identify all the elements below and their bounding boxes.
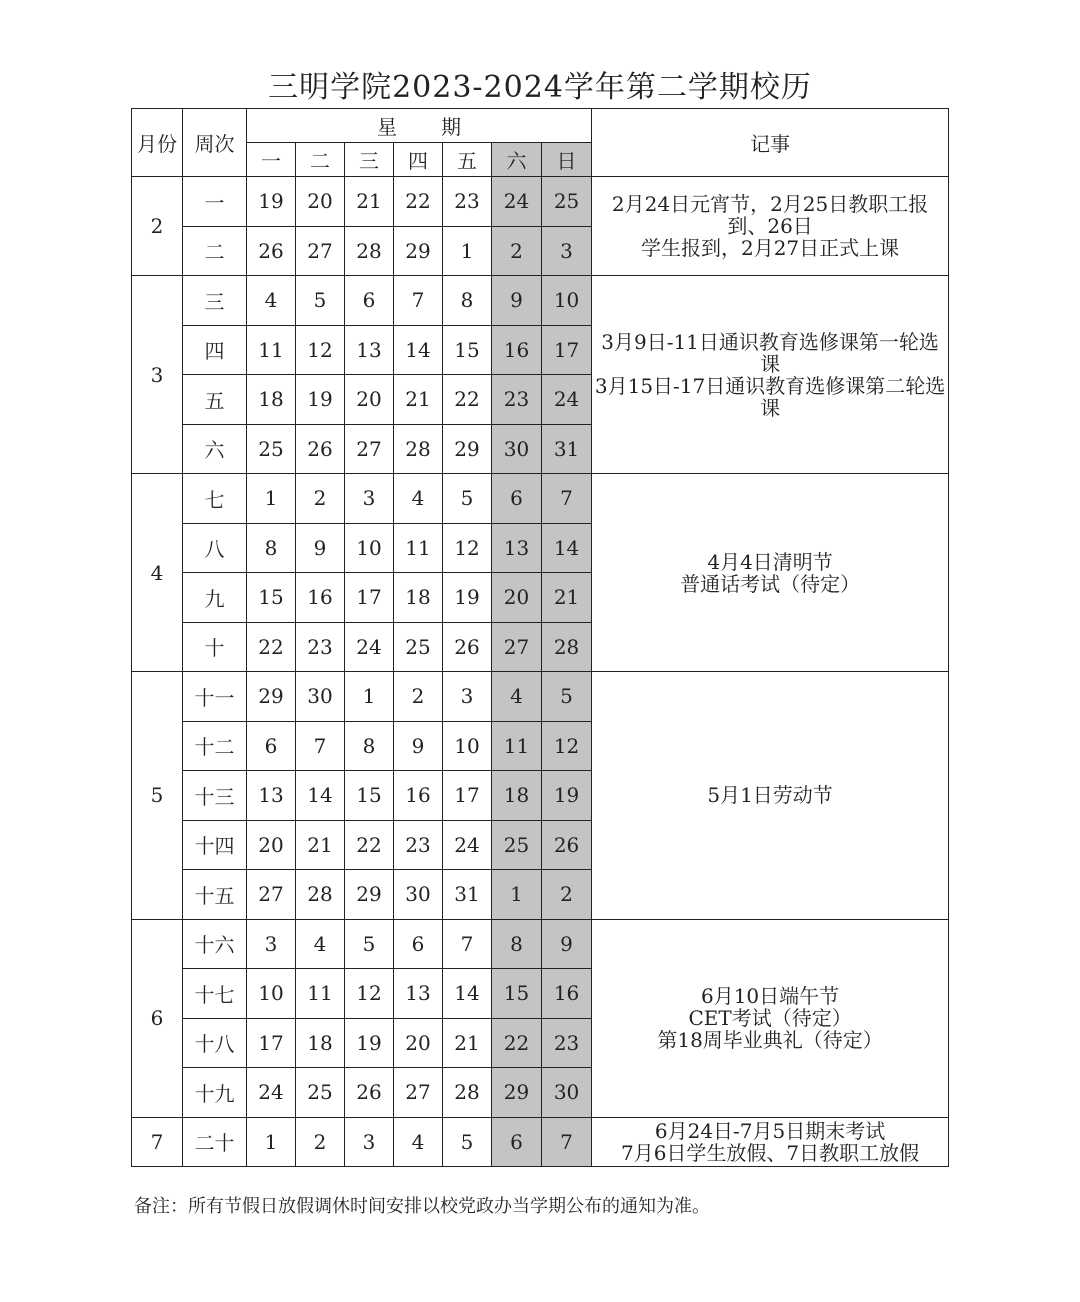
date-cell: 28 [443, 1068, 492, 1118]
date-cell: 31 [443, 870, 492, 920]
date-cell: 10 [247, 969, 296, 1019]
date-cell: 1 [247, 474, 296, 524]
weekday-header: 四 [394, 143, 443, 177]
note-line: 4月4日清明节 [707, 549, 833, 574]
weekend-date-cell: 26 [542, 820, 592, 870]
date-cell: 14 [296, 771, 345, 821]
note-line: 6月24日-7月5日期末考试 [654, 1118, 886, 1143]
date-cell: 2 [394, 672, 443, 722]
date-cell: 2 [296, 474, 345, 524]
weekend-date-cell: 5 [542, 672, 592, 722]
week-number-cell: 十二 [183, 721, 247, 771]
note-line: 第18周毕业典礼（待定） [657, 1028, 883, 1052]
date-cell: 22 [443, 375, 492, 425]
week-header: 周次 [183, 109, 247, 177]
weekend-date-cell: 16 [492, 325, 542, 375]
date-cell: 24 [247, 1068, 296, 1118]
date-cell: 17 [247, 1018, 296, 1068]
date-cell: 27 [394, 1068, 443, 1118]
date-cell: 18 [247, 375, 296, 425]
date-cell: 9 [394, 721, 443, 771]
week-row [132, 177, 949, 227]
weekday-header: 二 [296, 143, 345, 177]
date-cell: 10 [345, 523, 394, 573]
date-cell: 24 [345, 622, 394, 672]
footnote: 备注：所有节假日放假调休时间安排以校党政办当学期公布的通知为准。 [134, 1196, 710, 1217]
notes-cell [592, 177, 949, 276]
week-row [132, 672, 949, 722]
weekend-date-cell: 4 [492, 672, 542, 722]
date-cell: 7 [394, 276, 443, 326]
weekday-header: 一 [247, 143, 296, 177]
weekend-date-cell: 2 [492, 226, 542, 276]
weekend-date-cell: 24 [542, 375, 592, 425]
weekend-date-cell: 25 [492, 820, 542, 870]
date-cell: 15 [345, 771, 394, 821]
date-cell: 15 [443, 325, 492, 375]
date-cell: 8 [345, 721, 394, 771]
date-cell: 19 [345, 1018, 394, 1068]
weekend-date-cell: 3 [542, 226, 592, 276]
date-cell: 13 [394, 969, 443, 1019]
date-cell: 6 [345, 276, 394, 326]
weekend-date-cell: 13 [492, 523, 542, 573]
week-number-cell: 十三 [183, 771, 247, 821]
weekend-date-cell: 24 [492, 177, 542, 227]
date-cell: 1 [443, 226, 492, 276]
date-cell: 28 [345, 226, 394, 276]
date-cell: 30 [296, 672, 345, 722]
note-line: 6月10日端午节 [700, 984, 840, 1008]
date-cell: 8 [247, 523, 296, 573]
notes-cell [592, 474, 949, 672]
date-cell: 20 [394, 1018, 443, 1068]
week-number-cell: 一 [183, 177, 247, 227]
weekend-date-cell: 23 [542, 1018, 592, 1068]
weekend-date-cell: 29 [492, 1068, 542, 1118]
notes-cell [592, 672, 949, 920]
page-title: 三明学院2023-2024学年第二学期校历 [268, 70, 812, 105]
week-number-cell: 五 [183, 375, 247, 425]
weekend-date-cell: 11 [492, 721, 542, 771]
month-header: 月份 [132, 109, 183, 177]
date-cell: 19 [296, 375, 345, 425]
date-cell: 14 [394, 325, 443, 375]
weekend-date-cell: 27 [492, 622, 542, 672]
date-cell: 13 [247, 771, 296, 821]
note-line: 5月1日劳动节 [707, 783, 833, 808]
date-cell: 25 [394, 622, 443, 672]
date-cell: 19 [247, 177, 296, 227]
date-cell: 26 [247, 226, 296, 276]
date-cell: 5 [443, 474, 492, 524]
weekend-date-cell: 1 [492, 870, 542, 920]
weekend-date-cell: 30 [492, 424, 542, 474]
date-cell: 3 [345, 474, 394, 524]
date-cell: 3 [247, 919, 296, 969]
date-cell: 29 [394, 226, 443, 276]
weekend-date-cell: 14 [542, 523, 592, 573]
note-line: 3月15日-17日通识教育选修课第二轮选课 [594, 373, 946, 420]
date-cell: 3 [443, 672, 492, 722]
weekend-date-cell: 6 [492, 474, 542, 524]
note-line: 普通话考试（待定） [680, 571, 861, 596]
note-line: 3月9日-11日通识教育选修课第一轮选课 [601, 329, 939, 376]
week-number-cell: 十九 [183, 1068, 247, 1118]
week-number-cell: 六 [183, 424, 247, 474]
date-cell: 7 [443, 919, 492, 969]
week-number-cell: 九 [183, 573, 247, 623]
date-cell: 3 [345, 1117, 394, 1167]
weekend-date-cell: 23 [492, 375, 542, 425]
date-cell: 29 [443, 424, 492, 474]
weekend-date-cell: 10 [542, 276, 592, 326]
date-cell: 24 [443, 820, 492, 870]
date-cell: 28 [394, 424, 443, 474]
date-cell: 18 [394, 573, 443, 623]
weekday-header: 日 [542, 143, 592, 177]
month-cell: 6 [132, 919, 183, 1117]
weekend-date-cell: 17 [542, 325, 592, 375]
date-cell: 26 [345, 1068, 394, 1118]
date-cell: 20 [345, 375, 394, 425]
weekday-header: 六 [492, 143, 542, 177]
date-cell: 25 [247, 424, 296, 474]
weekend-date-cell: 28 [542, 622, 592, 672]
month-cell: 5 [132, 672, 183, 920]
note-line: CET考试（待定） [688, 1006, 852, 1030]
week-number-cell: 十八 [183, 1018, 247, 1068]
weekend-date-cell: 18 [492, 771, 542, 821]
weekend-date-cell: 22 [492, 1018, 542, 1068]
date-cell: 23 [443, 177, 492, 227]
date-cell: 21 [345, 177, 394, 227]
weekend-date-cell: 9 [542, 919, 592, 969]
date-cell: 27 [247, 870, 296, 920]
date-cell: 14 [443, 969, 492, 1019]
notes-cell [592, 919, 949, 1117]
week-number-cell: 十一 [183, 672, 247, 722]
date-cell: 9 [296, 523, 345, 573]
week-number-cell: 十五 [183, 870, 247, 920]
weekend-date-cell: 15 [492, 969, 542, 1019]
weekend-date-cell: 21 [542, 573, 592, 623]
date-cell: 29 [247, 672, 296, 722]
date-cell: 20 [296, 177, 345, 227]
week-number-cell: 三 [183, 276, 247, 326]
weekend-date-cell: 2 [542, 870, 592, 920]
weekend-date-cell: 20 [492, 573, 542, 623]
school-calendar-table [131, 108, 949, 1167]
weekend-date-cell: 25 [542, 177, 592, 227]
notes-cell [592, 1117, 949, 1167]
weekend-date-cell: 31 [542, 424, 592, 474]
date-cell: 5 [443, 1117, 492, 1167]
weekend-date-cell: 7 [542, 1117, 592, 1167]
date-cell: 17 [345, 573, 394, 623]
date-cell: 10 [443, 721, 492, 771]
month-cell: 3 [132, 276, 183, 474]
date-cell: 27 [345, 424, 394, 474]
note-line: 2月24日元宵节，2月25日教职工报到、26日 [611, 192, 929, 238]
weekend-date-cell: 9 [492, 276, 542, 326]
weekend-date-cell: 19 [542, 771, 592, 821]
week-row [132, 276, 949, 326]
week-number-cell: 八 [183, 523, 247, 573]
weekday-header: 三 [345, 143, 394, 177]
date-cell: 23 [394, 820, 443, 870]
date-cell: 16 [296, 573, 345, 623]
date-cell: 17 [443, 771, 492, 821]
date-cell: 22 [247, 622, 296, 672]
date-cell: 1 [247, 1117, 296, 1167]
date-cell: 6 [394, 919, 443, 969]
week-row [132, 1117, 949, 1167]
week-number-cell: 二 [183, 226, 247, 276]
date-cell: 11 [394, 523, 443, 573]
date-cell: 12 [443, 523, 492, 573]
month-cell: 4 [132, 474, 183, 672]
date-cell: 7 [296, 721, 345, 771]
weekend-date-cell: 8 [492, 919, 542, 969]
date-cell: 4 [394, 474, 443, 524]
date-cell: 22 [394, 177, 443, 227]
weekend-date-cell: 16 [542, 969, 592, 1019]
weekend-date-cell: 30 [542, 1068, 592, 1118]
date-cell: 21 [394, 375, 443, 425]
date-cell: 8 [443, 276, 492, 326]
date-cell: 18 [296, 1018, 345, 1068]
date-cell: 26 [296, 424, 345, 474]
note-line: 7月6日学生放假、7日教职工放假 [620, 1140, 920, 1165]
date-cell: 4 [394, 1117, 443, 1167]
weekend-date-cell: 6 [492, 1117, 542, 1167]
week-row [132, 474, 949, 524]
date-cell: 11 [247, 325, 296, 375]
date-cell: 21 [443, 1018, 492, 1068]
week-number-cell: 二十 [183, 1117, 247, 1167]
week-number-cell: 十六 [183, 919, 247, 969]
notes-header: 记事 [592, 109, 949, 177]
date-cell: 20 [247, 820, 296, 870]
date-cell: 11 [296, 969, 345, 1019]
date-cell: 30 [394, 870, 443, 920]
month-cell: 2 [132, 177, 183, 276]
date-cell: 15 [247, 573, 296, 623]
notes-cell [592, 276, 949, 474]
week-number-cell: 十四 [183, 820, 247, 870]
date-cell: 5 [345, 919, 394, 969]
date-cell: 13 [345, 325, 394, 375]
weekday-group-header: 星期 [247, 109, 592, 143]
date-cell: 29 [345, 870, 394, 920]
date-cell: 6 [247, 721, 296, 771]
week-number-cell: 十 [183, 622, 247, 672]
date-cell: 16 [394, 771, 443, 821]
week-number-cell: 七 [183, 474, 247, 524]
weekend-date-cell: 7 [542, 474, 592, 524]
date-cell: 12 [296, 325, 345, 375]
note-line: 学生报到，2月27日正式上课 [640, 236, 900, 260]
date-cell: 2 [296, 1117, 345, 1167]
weekday-header: 五 [443, 143, 492, 177]
date-cell: 21 [296, 820, 345, 870]
date-cell: 27 [296, 226, 345, 276]
date-cell: 12 [345, 969, 394, 1019]
date-cell: 4 [247, 276, 296, 326]
week-number-cell: 四 [183, 325, 247, 375]
date-cell: 4 [296, 919, 345, 969]
date-cell: 19 [443, 573, 492, 623]
week-number-cell: 十七 [183, 969, 247, 1019]
weekend-date-cell: 12 [542, 721, 592, 771]
date-cell: 28 [296, 870, 345, 920]
date-cell: 1 [345, 672, 394, 722]
date-cell: 25 [296, 1068, 345, 1118]
date-cell: 5 [296, 276, 345, 326]
week-row [132, 919, 949, 969]
month-cell: 7 [132, 1117, 183, 1167]
date-cell: 26 [443, 622, 492, 672]
date-cell: 22 [345, 820, 394, 870]
date-cell: 23 [296, 622, 345, 672]
